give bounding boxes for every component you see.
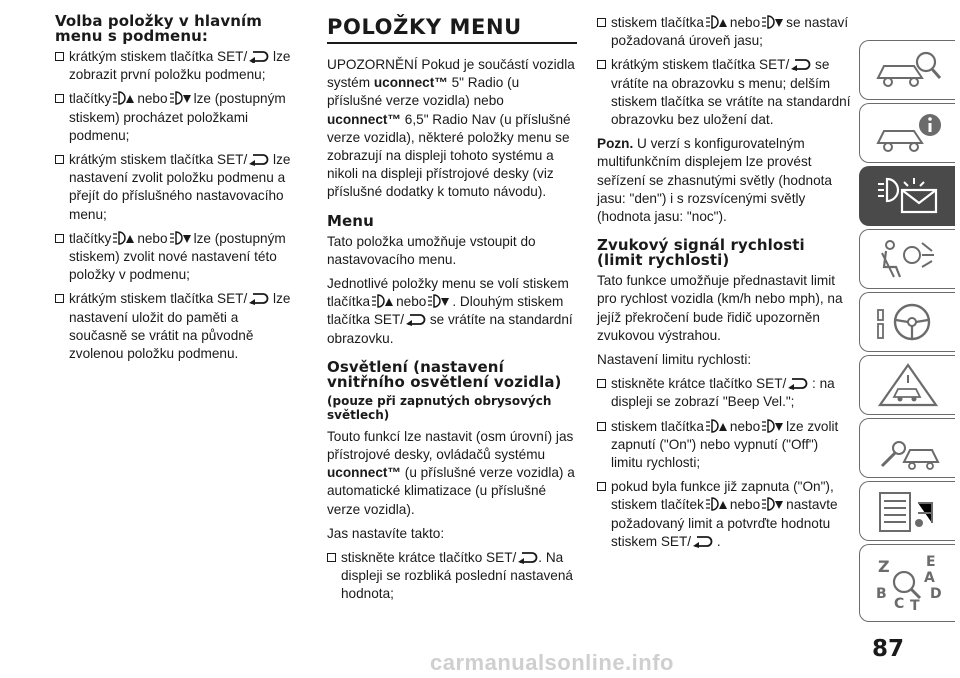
svg-text:Z: Z xyxy=(878,557,890,576)
list-item: krátkým stiskem tlačítka SET/ lze zobrazit první položku podmenu; xyxy=(55,48,300,84)
list-item: stiskněte krátce tlačítko SET/ : na displeji se zobrazí "Beep Vel."; xyxy=(597,375,852,411)
return-arrow-icon xyxy=(691,535,713,548)
watermark: carmanualsonline.info xyxy=(430,650,674,675)
checkbox-bullet xyxy=(55,155,64,164)
svg-text:T: T xyxy=(910,598,920,614)
paragraph: Tato funkce umožňuje přednastavit limit pro rychlost vozidla (km/h nebo mph), na jejíž překročení bude řidič upozorněn zvukovou výstrahou. xyxy=(597,273,843,343)
svg-text:B: B xyxy=(876,586,887,602)
lamp-down-icon xyxy=(760,15,786,29)
list-item: krátkým stiskem tlačítka SET/ se vrátíte na obrazovku s menu; delším stiskem tlačítka se vrátíte na standardní obrazovku bez uložení dat. xyxy=(597,56,852,129)
svg-text:D: D xyxy=(930,586,942,602)
paragraph: Jas nastavíte takto: xyxy=(327,525,445,541)
tab-car-info[interactable] xyxy=(859,103,955,163)
list-item: stiskněte krátce tlačítko SET/ . Na displeji se rozbliká poslední nastavená hodnota; xyxy=(327,549,577,604)
page-number: 87 xyxy=(872,636,905,662)
lamp-up-icon xyxy=(704,419,730,433)
paragraph: Touto funkcí lze nastavit (osm úrovní) jas přístrojové desky, ovládačů systému uconnect™ (u příslušné verze vozidla) a automatické klimatizace (u příslušné verze vozidla). xyxy=(327,428,575,517)
lamp-down-icon xyxy=(760,497,786,511)
tab-airbag-seat[interactable] xyxy=(859,229,955,289)
heading-menu: Menu xyxy=(327,211,374,230)
return-arrow-icon xyxy=(247,292,269,305)
checkbox-bullet xyxy=(327,553,336,562)
return-arrow-icon xyxy=(247,153,269,166)
paragraph: Nastavení limitu rychlosti: xyxy=(597,352,752,368)
lamp-up-icon xyxy=(704,15,730,29)
column-1 xyxy=(55,14,300,369)
checkbox-bullet xyxy=(597,60,606,69)
return-arrow-icon xyxy=(247,50,269,63)
subheading-lighting: (pouze při zapnutých obrysových světlech) xyxy=(327,393,552,422)
svg-text:C: C xyxy=(894,596,905,612)
list-item: stiskem tlačítka nebo lze zvolit zapnutí ("On") nebo vypnutí ("Off") limitu rychlosti; xyxy=(597,418,852,473)
tab-warning-triangle[interactable] xyxy=(859,355,955,415)
list-item: krátkým stiskem tlačítka SET/ lze nastavení uložit do paměti a současně se vrátit na původně zvolenou položku podmenu. xyxy=(55,290,300,363)
tab-steering-wheel[interactable] xyxy=(859,292,955,352)
section-title: POLOŽKY MENU xyxy=(327,14,577,44)
paragraph: Jednotlivé položky menu se volí stiskem tlačítka nebo . Dlouhým stiskem tlačítka SET/ se vrátíte na standardní obrazovku. xyxy=(327,276,573,346)
svg-text:E: E xyxy=(926,554,936,570)
list-item: tlačítky nebo lze (postupným stiskem) procházet položkami podmenu; xyxy=(55,90,300,145)
lamp-up-icon xyxy=(111,91,137,105)
column-3 xyxy=(597,14,852,557)
checkbox-bullet xyxy=(55,294,64,303)
heading-submenu: Volba položky v hlavním menu s podmenu: xyxy=(55,12,262,45)
tab-tools-car[interactable] xyxy=(859,418,955,478)
tab-multimedia[interactable] xyxy=(859,481,955,541)
svg-text:A: A xyxy=(924,570,935,586)
tab-alphabet-index[interactable] xyxy=(859,544,955,622)
return-arrow-icon xyxy=(516,551,538,564)
return-arrow-icon xyxy=(404,313,426,326)
checkbox-bullet xyxy=(55,52,64,61)
tab-car-search[interactable] xyxy=(859,40,955,100)
heading-lighting: Osvětlení (nastavení vnitřního osvětlení vozidla) xyxy=(327,357,562,391)
checkbox-bullet xyxy=(597,18,606,27)
lamp-up-icon xyxy=(704,497,730,511)
lamp-up-icon xyxy=(111,231,137,245)
list-item: pokud byla funkce již zapnuta ("On"), stiskem tlačítek nebo nastavte požadovaný limit a potvrďte hodnotu stiskem SET/ . xyxy=(597,478,852,551)
list-item: stiskem tlačítka nebo se nastaví požadovaná úroveň jasu; xyxy=(597,14,852,50)
paragraph: Tato položka umožňuje vstoupit do nastavovacího menu. xyxy=(327,233,536,267)
return-arrow-icon xyxy=(789,58,811,71)
checkbox-bullet xyxy=(597,422,606,431)
return-arrow-icon xyxy=(786,377,808,390)
lamp-up-icon xyxy=(370,294,396,308)
tab-dashboard-warning[interactable] xyxy=(859,166,955,226)
warning-paragraph: UPOZORNĚNÍ Pokud je součástí vozidla systém uconnect™ 5" Radio (u příslušné verze vozidla) nebo uconnect™ 6,5" Radio Nav (u příslušné verze vozidla), některé položky menu se zobrazují na displeji tohoto systému a nikoli na displeji přístrojové desky (viz příslušné dodatky k tomuto návodu). xyxy=(327,57,575,200)
lamp-down-icon xyxy=(426,294,452,308)
checkbox-bullet xyxy=(55,234,64,243)
checkbox-bullet xyxy=(597,482,606,491)
list-item: tlačítky nebo lze (postupným stiskem) zvolit nové nastavení této položky v podmenu; xyxy=(55,230,300,285)
lamp-down-icon xyxy=(168,91,194,105)
lamp-down-icon xyxy=(760,419,786,433)
checkbox-bullet xyxy=(597,379,606,388)
lamp-down-icon xyxy=(168,231,194,245)
list-item: krátkým stiskem tlačítka SET/ lze nastavení zvolit položku podmenu a přejít do příslušného nastavovacího menu; xyxy=(55,151,300,224)
note-paragraph: Pozn. U verzí s konfigurovatelným multifunkčním displejem lze provést seřízení se zhasnutými světly (hodnota jasu: "den") i s rozsvícenými světly (hodnota jasu: "noc"). xyxy=(597,136,832,225)
column-2 xyxy=(327,14,577,610)
checkbox-bullet xyxy=(55,94,64,103)
heading-speed-limit: Zvukový signál rychlosti (limit rychlosti) xyxy=(597,236,805,270)
